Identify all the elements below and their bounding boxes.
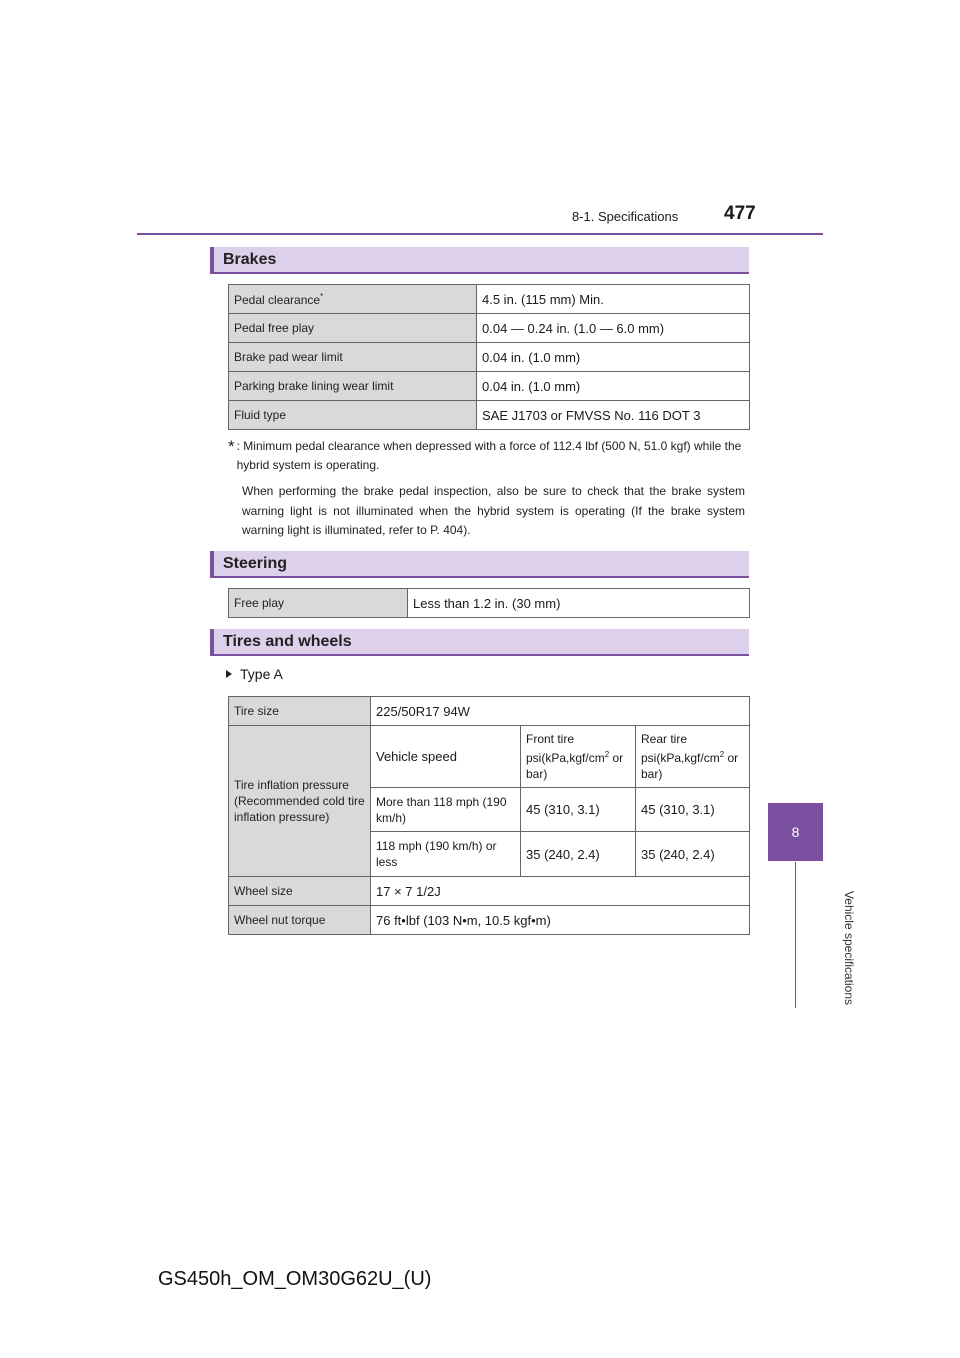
tires-table — [228, 696, 750, 935]
side-divider — [795, 862, 796, 1008]
table-row — [229, 877, 750, 906]
table-row — [229, 343, 750, 372]
bullet-triangle-icon — [226, 670, 232, 678]
table-row — [229, 589, 750, 618]
spec-key: Parking brake lining wear limit — [229, 372, 477, 401]
front-pressure: 45 (310, 3.1) — [521, 788, 636, 832]
spec-value: Less than 1.2 in. (30 mm) — [408, 589, 750, 618]
spec-value: 0.04 in. (1.0 mm) — [477, 372, 750, 401]
front-pressure: 35 (240, 2.4) — [521, 832, 636, 877]
brakes-table — [228, 284, 750, 430]
section-title: 8-1. Specifications — [572, 209, 679, 224]
spec-value: 4.5 in. (115 mm) Min. — [477, 285, 750, 314]
document-code: GS450h_OM_OM30G62U_(U) — [158, 1268, 432, 1290]
inflation-label: Tire inflation pressure (Recommended cold tire inflation pressure) — [229, 726, 371, 877]
table-row — [229, 285, 750, 314]
speed-header: Vehicle speed — [371, 726, 521, 788]
spec-key: Pedal free play — [229, 314, 477, 343]
table-row — [229, 697, 750, 726]
chapter-label: Vehicle specifications — [842, 890, 856, 1006]
spec-key: Pedal clearance* — [229, 285, 477, 314]
spec-value: SAE J1703 or FMVSS No. 116 DOT 3 — [477, 401, 750, 430]
spec-key: Fluid type — [229, 401, 477, 430]
type-label: Type A — [226, 666, 283, 682]
table-row — [229, 726, 750, 788]
chapter-number: 8 — [791, 824, 800, 840]
spec-key: Free play — [229, 589, 408, 618]
table-row — [229, 372, 750, 401]
spec-value: 0.04 — 0.24 in. (1.0 — 6.0 mm) — [477, 314, 750, 343]
rear-tire-header: Rear tire $psi(kPa,kgf/cm^2$ or bar) — [636, 726, 750, 788]
rear-pressure: 45 (310, 3.1) — [636, 788, 750, 832]
spec-value: 0.04 in. (1.0 mm) — [477, 343, 750, 372]
brakes-heading: Brakes — [210, 247, 749, 274]
speed-value: More than 118 mph (190 km/h) — [371, 788, 521, 832]
spec-key: Wheel size — [229, 877, 371, 906]
page-number: 477 — [724, 203, 756, 224]
spec-key: Tire size — [229, 697, 371, 726]
spec-key: Wheel nut torque — [229, 906, 371, 935]
table-row — [229, 401, 750, 430]
spec-value: 225/50R17 94W — [371, 697, 750, 726]
brakes-inspection-note: When performing the brake pedal inspection, also be sure to check that the brake system warning light is not illuminated when the hybrid system is operating (If the brake system warning light is illuminated, refer to P. 404). — [242, 484, 745, 537]
table-row — [229, 906, 750, 935]
front-tire-header: Front tire $psi(kPa,kgf/cm^2$ or bar) — [521, 726, 636, 788]
chapter-tab — [768, 803, 823, 861]
header-divider — [137, 233, 823, 235]
table-row — [229, 314, 750, 343]
speed-value: 118 mph (190 km/h) or less — [371, 832, 521, 877]
rear-pressure: 35 (240, 2.4) — [636, 832, 750, 877]
tires-heading: Tires and wheels — [210, 629, 749, 656]
steering-heading: Steering — [210, 551, 749, 578]
spec-key: Brake pad wear limit — [229, 343, 477, 372]
spec-value: 17 × 7 1/2J — [371, 877, 750, 906]
spec-value: 76 ft•lbf (103 N•m, 10.5 kgf•m) — [371, 906, 750, 935]
brakes-footnote: * : Minimum pedal clearance when depressed with a force of 112.4 lbf (500 N, 51.0 kgf) while the hybrid system is operating. — [228, 437, 742, 472]
steering-table — [228, 588, 750, 618]
